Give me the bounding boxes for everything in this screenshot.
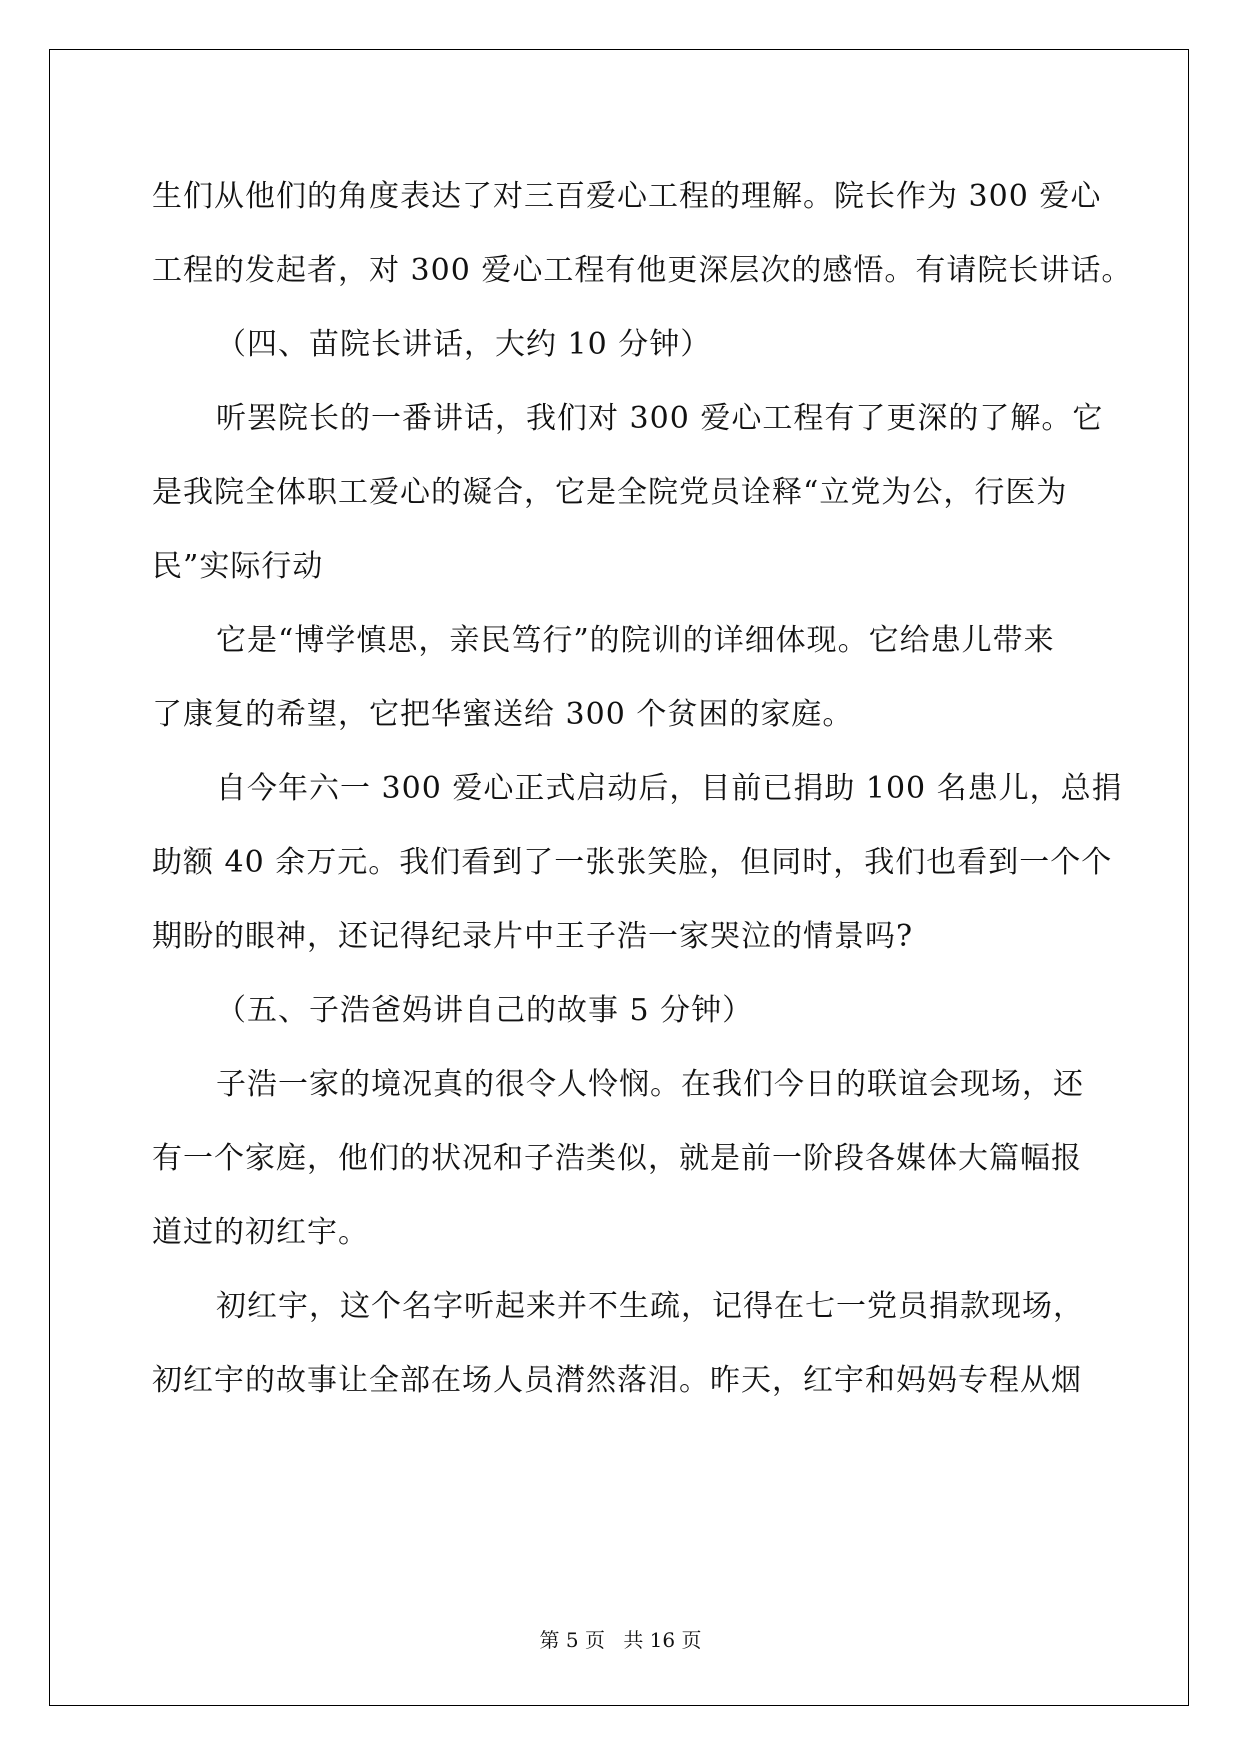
text-line: 生们从他们的角度表达了对三百爱心工程的理解。院长作为 300 爱心 — [152, 179, 1102, 214]
text-line: 听罢院长的一番讲话，我们对 300 爱心工程有了更深的了解。它 — [216, 401, 1104, 436]
text-line: 子浩一家的境况真的很令人怜悯。在我们今日的联谊会现场，还 — [216, 1067, 1084, 1102]
text-line: 助额 40 余万元。我们看到了一张张笑脸，但同时，我们也看到一个个 — [152, 845, 1113, 880]
page-total: 共 16 页 — [623, 1628, 702, 1652]
text-line: 是我院全体职工爱心的凝合，它是全院党员诠释“立党为公，行医为 — [152, 475, 1068, 510]
text-line: 工程的发起者，对 300 爱心工程有他更深层次的感悟。有请院长讲话。 — [152, 253, 1133, 288]
page-footer — [0, 1624, 1241, 1653]
text-line: 民”实际行动 — [152, 549, 324, 584]
text-line: 自今年六一 300 爱心正式启动后，目前已捐助 100 名患儿，总捐 — [216, 771, 1123, 806]
text-line: 它是“博学慎思，亲民笃行”的院训的详细体现。它给患儿带来 — [216, 623, 1055, 658]
text-line: 期盼的眼神，还记得纪录片中王子浩一家哭泣的情景吗? — [152, 919, 914, 954]
text-line: （四、苗院长讲话，大约 10 分钟） — [216, 327, 712, 362]
text-line: 有一个家庭，他们的状况和子浩类似，就是前一阶段各媒体大篇幅报 — [152, 1141, 1082, 1176]
text-line: 了康复的希望，它把华蜜送给 300 个贫困的家庭。 — [152, 697, 854, 732]
text-line: 初红宇的故事让全部在场人员潸然落泪。昨天，红宇和妈妈专程从烟 — [152, 1363, 1082, 1398]
text-line: （五、子浩爸妈讲自己的故事 5 分钟） — [216, 993, 754, 1028]
document-body — [152, 160, 1133, 1418]
text-line: 初红宇，这个名字听起来并不生疏，记得在七一党员捐款现场， — [216, 1289, 1084, 1324]
text-line: 道过的初红宇。 — [152, 1215, 369, 1250]
page-number: 第 5 页 — [539, 1628, 605, 1652]
